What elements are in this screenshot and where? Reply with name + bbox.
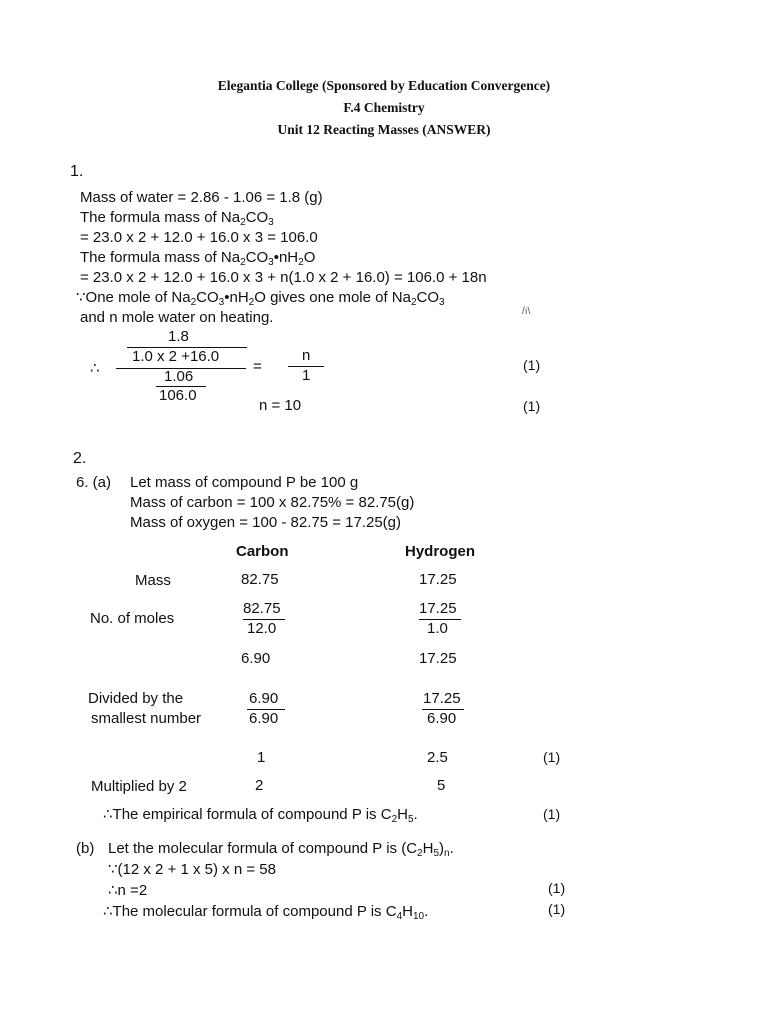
moles-hydrogen-numerator: 17.25 <box>419 600 457 617</box>
row-label-multiplied: Multiplied by 2 <box>91 778 187 795</box>
part-b-label: (b) <box>76 840 95 857</box>
formula-mass-na2co3-label: The formula mass of $Na_2CO_3$ <box>80 209 274 228</box>
moles-carbon-numerator: 82.75 <box>243 600 281 617</box>
let-mass-line: Let mass of compound P be 100 g <box>130 474 359 491</box>
rhs-numerator: n <box>302 347 311 364</box>
mass-hydrogen: 17.25 <box>419 571 457 588</box>
q1-mark-1: (1) <box>523 357 541 373</box>
stray-mark: /ı\ <box>522 306 531 317</box>
rhs-denominator: 1 <box>302 367 311 384</box>
formula-mass-hydrate-label: The formula mass of $Na_2CO_3•nH_2O$ <box>80 249 316 268</box>
ratio-mark: (1) <box>543 749 561 765</box>
divided-hydrogen-numerator: 17.25 <box>423 690 461 707</box>
divided-hydrogen-denominator: 6.90 <box>427 710 457 727</box>
column-header-carbon: Carbon <box>236 543 289 560</box>
multiplied-carbon: 2 <box>255 777 264 794</box>
oxygen-mass-line: Mass of oxygen = 100 - 82.75 = 17.25(g) <box>130 514 402 531</box>
row-label-divided-1: Divided by the <box>88 690 184 707</box>
row-label-mass: Mass <box>135 572 171 589</box>
fraction-bottom-denominator: 106.0 <box>159 387 197 404</box>
ratio-carbon: 1 <box>257 749 266 766</box>
final-mark: (1) <box>548 901 566 917</box>
n-equals-2: ∴n =2 <box>108 882 148 899</box>
mole-statement-line-2: and n mole water on heating. <box>80 309 274 326</box>
molecular-formula-line: ∴The molecular formula of compound P is $C_4H_{10}$. <box>103 903 429 922</box>
moles-carbon-denominator: 12.0 <box>247 620 277 637</box>
molecular-let-line: Let the molecular formula of compound P is $(C_2H_5)_n$. <box>108 840 454 859</box>
empirical-mark: (1) <box>543 806 561 822</box>
fraction-bottom-numerator: 1.06 <box>164 368 194 385</box>
water-mass-line: Mass of water = 2.86 - 1.06 = 1.8 (g) <box>80 189 323 206</box>
therefore-symbol: ∴ <box>90 360 100 377</box>
column-header-hydrogen: Hydrogen <box>405 543 476 560</box>
divided-carbon-denominator: 6.90 <box>249 710 279 727</box>
moles-hydrogen-value: 17.25 <box>419 650 457 667</box>
multiplied-hydrogen: 5 <box>437 777 446 794</box>
equals-sign: = <box>253 358 262 375</box>
q1-mark-2: (1) <box>523 398 541 414</box>
moles-carbon-value: 6.90 <box>241 650 271 667</box>
formula-mass-hydrate-calc: = 23.0 x 2 + 12.0 + 16.0 x 3 + n(1.0 x 2 + 16.0) = 106.0 + 18n <box>80 269 487 286</box>
carbon-mass-line: Mass of carbon = 100 x 82.75% = 82.75(g) <box>130 494 415 511</box>
because-equation: ∵(12 x 2 + 1 x 5) x n = 58 <box>108 861 276 878</box>
question-1-number: 1. <box>70 163 84 180</box>
mass-carbon: 82.75 <box>241 571 279 588</box>
divided-carbon-numerator: 6.90 <box>249 690 279 707</box>
row-label-moles: No. of moles <box>90 610 175 627</box>
n-mark: (1) <box>548 880 566 896</box>
ratio-hydrogen: 2.5 <box>427 749 448 766</box>
school-title: Elegantia College (Sponsored by Education Convergence) <box>217 78 551 93</box>
empirical-formula-line: ∴The empirical formula of compound P is $C_2H_5$. <box>103 806 418 825</box>
fraction-top-numerator: 1.8 <box>168 328 189 345</box>
question-2-number: 2. <box>73 450 87 467</box>
formula-mass-na2co3-calc: = 23.0 x 2 + 12.0 + 16.0 x 3 = 106.0 <box>80 229 318 246</box>
part-a-label: 6. (a) <box>76 474 112 491</box>
unit-title: Unit 12 Reacting Masses (ANSWER) <box>277 122 491 137</box>
mole-statement-line-1: ∵One mole of $Na_2CO_3•nH_2O$ gives one mole of $Na_2CO_3$ <box>76 289 445 308</box>
fraction-top-denominator: 1.0 x 2 +16.0 <box>132 348 220 365</box>
course-title: F.4 Chemistry <box>343 100 425 115</box>
moles-hydrogen-denominator: 1.0 <box>427 620 448 637</box>
row-label-divided-2: smallest number <box>91 710 202 727</box>
n-result: n = 10 <box>259 397 302 414</box>
